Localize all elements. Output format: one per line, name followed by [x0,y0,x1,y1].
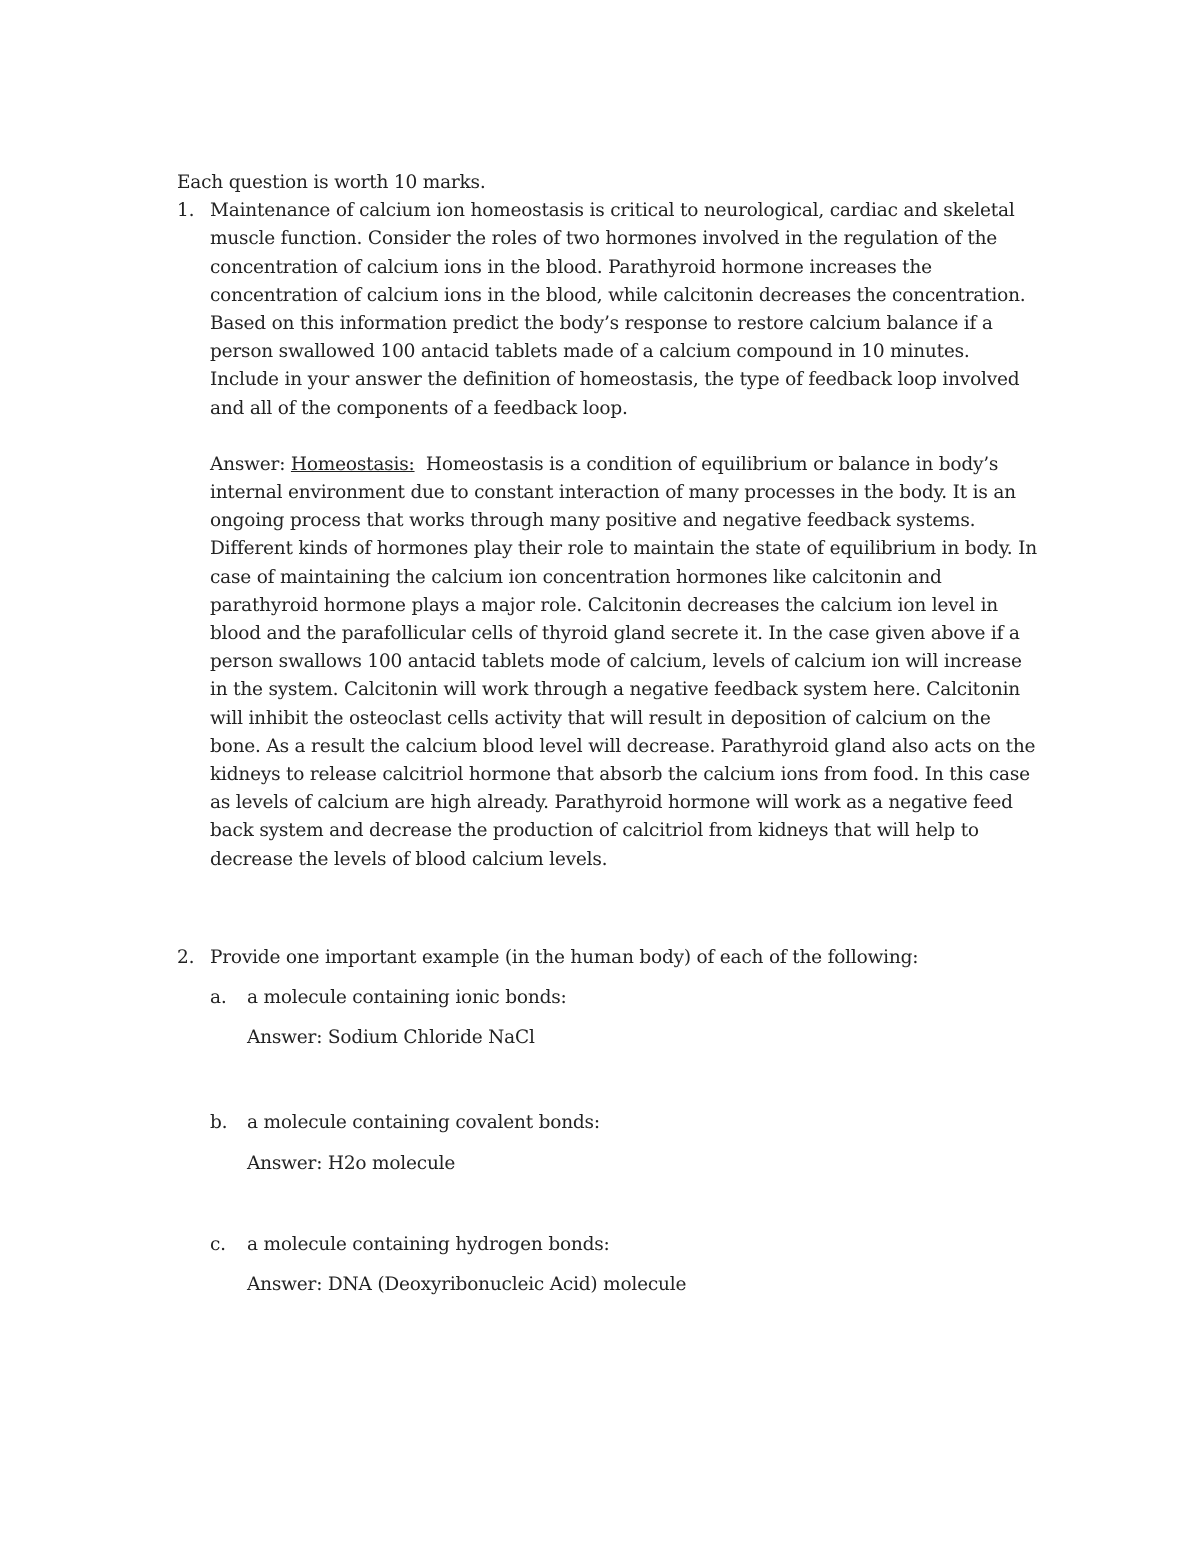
sub-question-a [210,984,1037,1052]
answer-paragraph-2: Different kinds of hormones play their role to maintain the state of equilibrium in body. In case of maintaining the calcium ion concentration hormones like calcitonin and parathyroid hormone plays a major role. Calcitonin decreases the calcium ion level in blood and the parafollicular cells of thyroid gland secrete it. In the case given above if a person swallows 100 antacid tablets mode of calcium, levels of calcium ion will increase in the system. Calcitonin will work through a negative feedback system here. Calcitonin will inhibit the osteoclast cells activity that will result in deposition of calcium on the bone. As a result the calcium blood level will decrease. Parathyroid gland also acts on the kidneys to release calcitriol hormone that absorb the calcium ions from food. In this case as levels of calcium are high already. Parathyroid hormone will work as a negative feed back system and decrease the production of calcitriol from kidneys that will help to decrease the levels of blood calcium levels. [210,538,1037,870]
answer-definition: Homeostasis is a condition of equilibrium or balance in body’s internal environment due to constant interaction of many processes in the body. It is an ongoing process that works through many positive and negative feedback systems. [210,453,1016,532]
question-text: Maintenance of calcium ion homeostasis is critical to neurological, cardiac and skeletal muscle function. Consider the roles of two hormones involved in the regulation of the concentration of calcium ions in the blood. Parathyroid hormone increases the concentration of calcium ions in the blood, while calcitonin decreases the concentration. Based on this information predict the body’s response to restore calcium balance if a person swallowed 100 antacid tablets made of a calcium compound in 10 minutes. Include in your answer the definition of homeostasis, the type of feedback loop involved and all of the components of a feedback loop. [210,200,1026,419]
sub-question-answer: Answer: DNA (Deoxyribonucleic Acid) molecule [247,1274,687,1296]
sub-question-letter: c. [210,1233,226,1255]
question-1 [177,197,1037,874]
sub-question-text: a molecule containing hydrogen bonds: [247,1233,610,1255]
answer-paragraph-1 [210,451,1037,536]
question-2 [177,944,1037,1299]
sub-question-b [210,1109,1037,1177]
sub-question-letter: b. [210,1112,228,1134]
intro-text: Each question is worth 10 marks. [177,172,486,193]
answer-label: Answer: [210,453,286,475]
question-number: 2. [177,946,195,968]
sub-question-c [210,1231,1037,1299]
answer-term: Homeostasis: [290,453,415,475]
question-number: 1. [177,200,195,222]
sub-question-text: a molecule containing ionic bonds: [247,987,567,1009]
sub-question-letter: a. [210,987,227,1009]
sub-question-answer: Answer: Sodium Chloride NaCl [247,1027,535,1049]
sub-question-text: a molecule containing covalent bonds: [247,1112,600,1134]
sub-question-answer: Answer: H2o molecule [247,1152,456,1174]
question-text: Provide one important example (in the human body) of each of the following: [210,946,919,968]
answer-block [210,451,1037,874]
document-body [177,169,1037,1299]
